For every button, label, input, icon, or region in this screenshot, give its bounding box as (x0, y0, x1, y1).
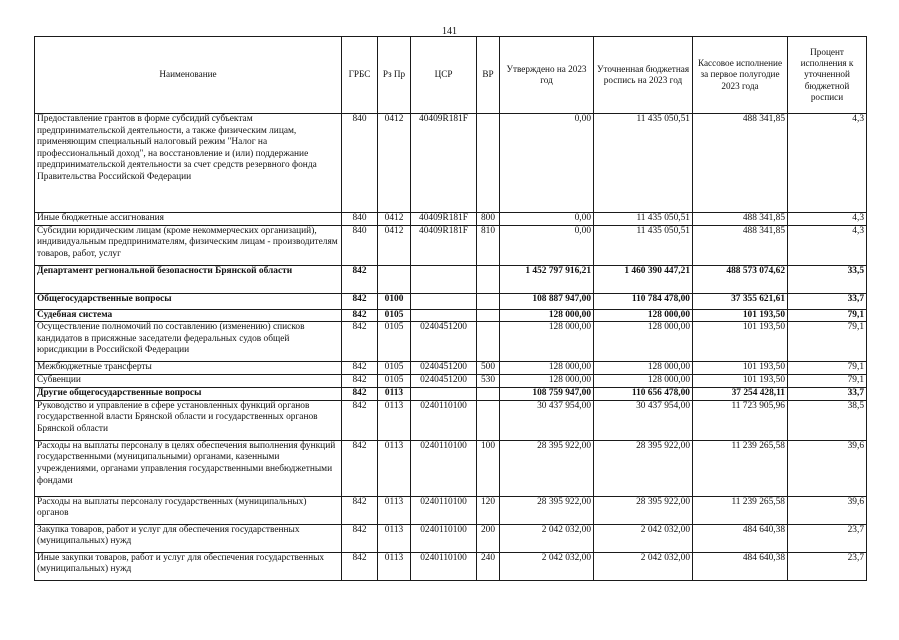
header-percent: Процент исполнения к уточненной бюджетной росписи (788, 37, 867, 114)
header-grbs: ГРБС (342, 37, 378, 114)
cell-csr (411, 293, 477, 309)
table-row (35, 552, 867, 580)
cell-grbs: 842 (342, 496, 378, 524)
cell-rzpr: 0412 (378, 225, 411, 265)
cell-vr (477, 265, 500, 293)
cell-approved: 0,00 (500, 213, 594, 226)
cell-name: Межбюджетные трансферты (35, 362, 342, 375)
cell-grbs: 842 (342, 293, 378, 309)
header-approved: Утверждено на 2023 год (500, 37, 594, 114)
cell-percent: 79,1 (788, 322, 867, 362)
table-row (35, 388, 867, 401)
header-rzpr: Рз Пр (378, 37, 411, 114)
cell-cash: 37 355 621,61 (693, 293, 788, 309)
cell-cash: 101 193,50 (693, 375, 788, 388)
cell-percent: 4,3 (788, 213, 867, 226)
table-row (35, 496, 867, 524)
cell-name: Другие общегосударственные вопросы (35, 388, 342, 401)
cell-refined: 2 042 032,00 (594, 552, 693, 580)
cell-vr: 240 (477, 552, 500, 580)
cell-refined: 30 437 954,00 (594, 400, 693, 440)
cell-vr (477, 388, 500, 401)
cell-rzpr: 0412 (378, 213, 411, 226)
cell-rzpr: 0113 (378, 440, 411, 496)
cell-cash: 11 723 905,96 (693, 400, 788, 440)
cell-name: Иные закупки товаров, работ и услуг для обеспечения государственных (муниципальных) нужд (35, 552, 342, 580)
cell-percent: 33,7 (788, 293, 867, 309)
header-name: Наименование (35, 37, 342, 114)
cell-percent: 4,3 (788, 225, 867, 265)
cell-vr (477, 309, 500, 322)
cell-name: Судебная система (35, 309, 342, 322)
cell-csr: 0240110100 (411, 440, 477, 496)
cell-rzpr: 0113 (378, 400, 411, 440)
cell-name: Общегосударственные вопросы (35, 293, 342, 309)
cell-grbs: 842 (342, 400, 378, 440)
cell-rzpr: 0105 (378, 309, 411, 322)
cell-approved: 128 000,00 (500, 375, 594, 388)
table-row (35, 225, 867, 265)
cell-csr: 0240451200 (411, 362, 477, 375)
cell-grbs: 840 (342, 114, 378, 213)
cell-refined: 128 000,00 (594, 362, 693, 375)
cell-name: Департамент региональной безопасности Брянской области (35, 265, 342, 293)
cell-rzpr: 0113 (378, 388, 411, 401)
table-row (35, 293, 867, 309)
table-row (35, 309, 867, 322)
cell-csr (411, 309, 477, 322)
cell-cash: 101 193,50 (693, 362, 788, 375)
cell-approved: 2 042 032,00 (500, 552, 594, 580)
cell-cash: 484 640,38 (693, 552, 788, 580)
cell-vr: 500 (477, 362, 500, 375)
cell-vr (477, 322, 500, 362)
table-row (35, 524, 867, 552)
cell-csr: 0240110100 (411, 552, 477, 580)
cell-approved: 28 395 922,00 (500, 440, 594, 496)
cell-vr: 120 (477, 496, 500, 524)
cell-grbs: 842 (342, 375, 378, 388)
cell-refined: 128 000,00 (594, 322, 693, 362)
cell-grbs: 842 (342, 322, 378, 362)
cell-approved: 28 395 922,00 (500, 496, 594, 524)
cell-grbs: 842 (342, 524, 378, 552)
cell-percent: 33,7 (788, 388, 867, 401)
cell-cash: 11 239 265,58 (693, 496, 788, 524)
cell-refined: 128 000,00 (594, 375, 693, 388)
header-vr: ВР (477, 37, 500, 114)
cell-approved: 2 042 032,00 (500, 524, 594, 552)
cell-approved: 128 000,00 (500, 322, 594, 362)
cell-rzpr: 0412 (378, 114, 411, 213)
table-row (35, 114, 867, 213)
table-body (35, 114, 867, 581)
cell-refined: 11 435 050,51 (594, 114, 693, 213)
cell-cash: 484 640,38 (693, 524, 788, 552)
cell-percent: 79,1 (788, 309, 867, 322)
cell-name: Расходы на выплаты персоналу в целях обеспечения выполнения функций государственными (муниципальными) органами, казенными учреждениями, органами управления государственными внебюджетными фондами (35, 440, 342, 496)
cell-vr (477, 114, 500, 213)
cell-grbs: 842 (342, 362, 378, 375)
cell-rzpr: 0113 (378, 552, 411, 580)
cell-cash: 488 341,85 (693, 225, 788, 265)
cell-percent: 23,7 (788, 552, 867, 580)
cell-refined: 28 395 922,00 (594, 440, 693, 496)
cell-vr: 810 (477, 225, 500, 265)
cell-csr: 40409R181F (411, 114, 477, 213)
cell-name: Иные бюджетные ассигнования (35, 213, 342, 226)
cell-grbs: 842 (342, 309, 378, 322)
cell-vr: 100 (477, 440, 500, 496)
cell-approved: 0,00 (500, 225, 594, 265)
cell-csr: 0240451200 (411, 375, 477, 388)
cell-name: Субвенции (35, 375, 342, 388)
cell-approved: 108 887 947,00 (500, 293, 594, 309)
cell-percent: 38,5 (788, 400, 867, 440)
cell-cash: 37 254 428,11 (693, 388, 788, 401)
cell-percent: 33,5 (788, 265, 867, 293)
cell-grbs: 842 (342, 265, 378, 293)
cell-refined: 1 460 390 447,21 (594, 265, 693, 293)
cell-vr: 200 (477, 524, 500, 552)
budget-execution-table (34, 36, 867, 581)
cell-csr: 40409R181F (411, 225, 477, 265)
table-header-row (35, 37, 867, 114)
cell-approved: 128 000,00 (500, 362, 594, 375)
cell-grbs: 842 (342, 440, 378, 496)
cell-refined: 11 435 050,51 (594, 225, 693, 265)
cell-csr: 0240110100 (411, 524, 477, 552)
cell-cash: 488 341,85 (693, 213, 788, 226)
table-row (35, 213, 867, 226)
cell-cash: 488 573 074,62 (693, 265, 788, 293)
cell-csr (411, 388, 477, 401)
cell-grbs: 842 (342, 388, 378, 401)
cell-refined: 110 656 478,00 (594, 388, 693, 401)
cell-refined: 110 784 478,00 (594, 293, 693, 309)
cell-cash: 101 193,50 (693, 322, 788, 362)
table-row (35, 322, 867, 362)
header-csr: ЦСР (411, 37, 477, 114)
cell-percent: 23,7 (788, 524, 867, 552)
cell-name: Закупка товаров, работ и услуг для обеспечения государственных (муниципальных) нужд (35, 524, 342, 552)
cell-vr (477, 293, 500, 309)
header-cash: Кассовое исполнение за первое полугодие 2023 года (693, 37, 788, 114)
cell-percent: 79,1 (788, 362, 867, 375)
cell-rzpr: 0100 (378, 293, 411, 309)
table-row (35, 375, 867, 388)
cell-percent: 4,3 (788, 114, 867, 213)
cell-grbs: 842 (342, 552, 378, 580)
cell-rzpr: 0105 (378, 375, 411, 388)
page-number: 141 (442, 26, 457, 37)
cell-grbs: 840 (342, 225, 378, 265)
cell-approved: 1 452 797 916,21 (500, 265, 594, 293)
cell-csr (411, 265, 477, 293)
cell-cash: 101 193,50 (693, 309, 788, 322)
cell-refined: 2 042 032,00 (594, 524, 693, 552)
cell-approved: 30 437 954,00 (500, 400, 594, 440)
cell-percent: 39,6 (788, 496, 867, 524)
header-refined: Уточненная бюджетная роспись на 2023 год (594, 37, 693, 114)
cell-approved: 0,00 (500, 114, 594, 213)
cell-refined: 28 395 922,00 (594, 496, 693, 524)
cell-vr: 800 (477, 213, 500, 226)
cell-name: Осуществление полномочий по составлению (изменению) списков кандидатов в присяжные заседатели федеральных судов общей юрисдикции в Российской Федерации (35, 322, 342, 362)
cell-csr: 0240110100 (411, 496, 477, 524)
cell-name: Предоставление грантов в форме субсидий субъектам предпринимательской деятельности, а также физическим лицам, применяющим специальный налоговый режим "Налог на профессиональный доход", на восстановление и (или) поддержание предпринимательской деятельности за счет средств резервного фонда Правительства Российской Федерации (35, 114, 342, 213)
cell-vr: 530 (477, 375, 500, 388)
cell-csr: 0240451200 (411, 322, 477, 362)
cell-percent: 39,6 (788, 440, 867, 496)
cell-grbs: 840 (342, 213, 378, 226)
cell-csr: 0240110100 (411, 400, 477, 440)
cell-approved: 128 000,00 (500, 309, 594, 322)
cell-rzpr: 0113 (378, 496, 411, 524)
cell-vr (477, 400, 500, 440)
cell-percent: 79,1 (788, 375, 867, 388)
cell-rzpr (378, 265, 411, 293)
cell-csr: 40409R181F (411, 213, 477, 226)
cell-rzpr: 0105 (378, 322, 411, 362)
cell-rzpr: 0105 (378, 362, 411, 375)
cell-refined: 128 000,00 (594, 309, 693, 322)
cell-cash: 11 239 265,58 (693, 440, 788, 496)
table-row (35, 400, 867, 440)
table-row (35, 265, 867, 293)
cell-cash: 488 341,85 (693, 114, 788, 213)
cell-name: Расходы на выплаты персоналу государственных (муниципальных) органов (35, 496, 342, 524)
cell-approved: 108 759 947,00 (500, 388, 594, 401)
table-row (35, 362, 867, 375)
cell-name: Руководство и управление в сфере установленных функций органов государственной власти Брянской области и государственных органов Брянской области (35, 400, 342, 440)
cell-refined: 11 435 050,51 (594, 213, 693, 226)
cell-rzpr: 0113 (378, 524, 411, 552)
cell-name: Субсидии юридическим лицам (кроме некоммерческих организаций), индивидуальным предпринимателям, физическим лицам - производителям товаров, работ, услуг (35, 225, 342, 265)
table-row (35, 440, 867, 496)
